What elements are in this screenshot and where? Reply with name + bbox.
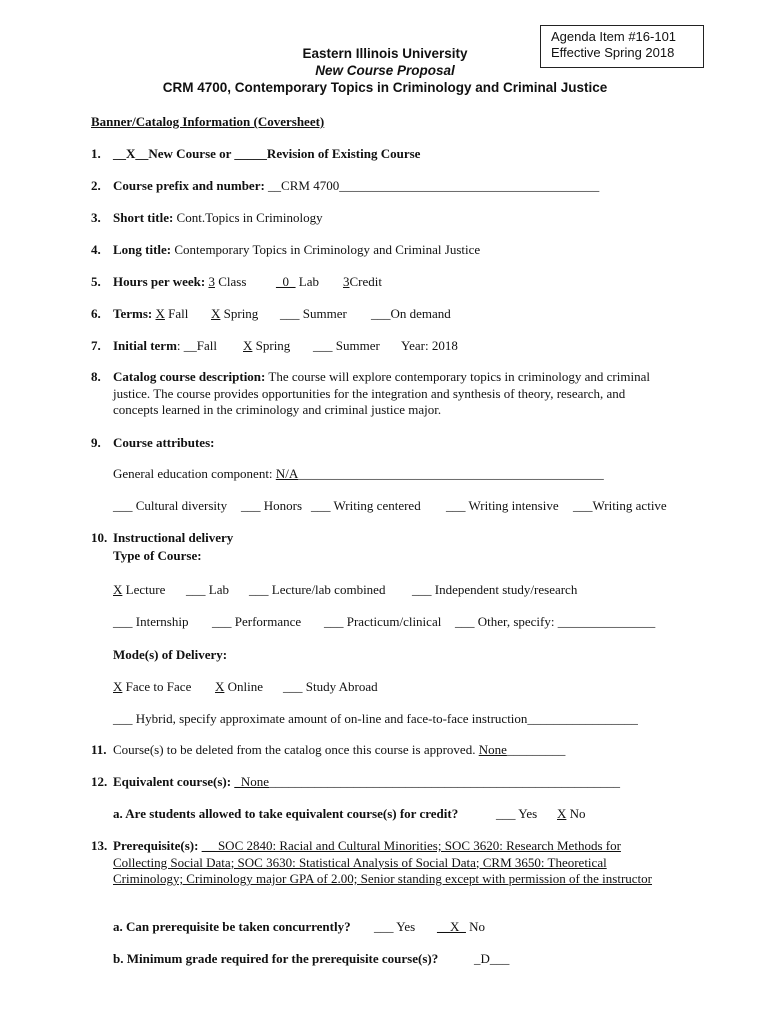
item-number: 10. <box>91 530 108 545</box>
catalog-description-label: Catalog course description: <box>113 369 266 384</box>
initial-fall: : __Fall <box>176 338 217 353</box>
item-number: 2. <box>91 178 101 193</box>
course-type: __X__New Course or _____Revision of Existing Course <box>113 146 421 161</box>
prerequisites-label: Prerequisite(s): <box>113 838 199 853</box>
attr-honors: ___ Honors <box>241 498 303 513</box>
university-name: Eastern Illinois University <box>302 46 468 61</box>
attr-cultural: ___ Cultural diversity <box>113 498 228 513</box>
catalog-description <box>113 369 673 419</box>
item-number: 4. <box>91 242 101 257</box>
initial-spring-label: Spring <box>255 338 291 353</box>
equivalent-no-mark: X <box>557 806 567 821</box>
gened-row <box>113 466 604 482</box>
fall-label: Fall <box>168 306 189 321</box>
concurrent-question: a. Can prerequisite be taken concurrently? <box>113 919 351 934</box>
spring-mark: X <box>211 306 221 321</box>
deleted-courses-blank: _________ <box>506 742 566 757</box>
concurrent-no <box>437 919 485 935</box>
initial-year: Year: 2018 <box>401 338 458 353</box>
attr-writing-active: ___Writing active <box>573 498 667 513</box>
type-lecture-lab: ___ Lecture/lab combined <box>249 582 386 597</box>
item-number: 9. <box>91 435 101 450</box>
lecture-label: Lecture <box>125 582 166 597</box>
lab-hours-row <box>276 274 319 290</box>
minimum-grade-value: _D___ <box>474 951 510 966</box>
course-prefix-row <box>113 178 599 194</box>
credit-hours: 3 <box>343 274 350 289</box>
class-label: Class <box>218 274 247 289</box>
mode-face-to-face <box>113 679 191 695</box>
lab-label: Lab <box>298 274 319 289</box>
lab-hours: _0_ <box>276 274 296 289</box>
proposal-label: New Course Proposal <box>315 63 455 78</box>
attr-writing-centered: ___ Writing centered <box>311 498 421 513</box>
course-prefix-label: Course prefix and number: <box>113 178 265 193</box>
mode-hybrid: ___ Hybrid, specify approximate amount of on-line and face-to-face instruction_________________ <box>113 711 638 726</box>
long-title-label: Long title: <box>113 242 172 257</box>
item-number: 12. <box>91 774 108 789</box>
gened-value: N/A <box>275 466 299 481</box>
class-hours: 3 <box>208 274 215 289</box>
online-label: Online <box>227 679 264 694</box>
item-number: 1. <box>91 146 101 161</box>
hours-row <box>113 274 246 290</box>
mode-of-delivery-label: Mode(s) of Delivery: <box>113 647 228 662</box>
lecture-mark: X <box>113 582 123 597</box>
type-of-course-label: Type of Course: <box>113 548 202 563</box>
short-title-value: Cont.Topics in Criminology <box>176 210 323 225</box>
initial-term-label: Initial term <box>113 338 177 353</box>
hours-label: Hours per week: <box>113 274 206 289</box>
catalog-description-text: The course will explore contemporary topics in criminology and criminal justice. The course provides opportunities for the integration and synthesis of theory, research, and concepts learned in the criminology and criminal justice major. <box>113 369 650 417</box>
deleted-courses-value: None <box>478 742 507 757</box>
initial-spring <box>243 338 290 354</box>
gened-label: General education component: <box>113 466 273 481</box>
spring-term <box>211 306 258 322</box>
gened-blank: _______________________________________________ <box>298 466 604 481</box>
item-number: 13. <box>91 838 108 853</box>
terms-label: Terms: <box>113 306 153 321</box>
equivalent-courses-row <box>113 774 620 790</box>
summer-term: ___ Summer <box>280 306 347 321</box>
fall-mark: X <box>155 306 165 321</box>
type-lecture <box>113 582 165 598</box>
credit-hours-row <box>343 274 382 290</box>
concurrent-no-label: No <box>469 919 486 934</box>
equivalent-courses-label: Equivalent course(s): <box>113 774 232 789</box>
terms-row <box>113 306 188 322</box>
long-title-row <box>113 242 480 258</box>
deleted-courses-text: Course(s) to be deleted from the catalog once this course is approved. <box>113 742 476 757</box>
instructional-delivery-label: Instructional delivery <box>113 530 234 545</box>
type-internship: ___ Internship <box>113 614 189 629</box>
item-number: 8. <box>91 369 101 384</box>
attr-writing-intensive: ___ Writing intensive <box>446 498 559 513</box>
section-title: Banner/Catalog Information (Coversheet) <box>91 114 325 129</box>
item-number: 7. <box>91 338 101 353</box>
prerequisites-value: __ SOC 2840: Racial and Cultural Minorities; SOC 3620: Research Methods for Collecting Social Data; SOC 3630: Statistical Analysis of Social Data; CRM 3650: Theoretical Criminology; Criminology major GPA of 2.00; Senior standing except with permission of the instructor <box>113 838 652 886</box>
mode-study-abroad: ___ Study Abroad <box>283 679 378 694</box>
minimum-grade-question: b. Minimum grade required for the prerequisite course(s)? <box>113 951 439 966</box>
type-practicum: ___ Practicum/clinical <box>324 614 442 629</box>
deleted-courses-row <box>113 742 565 758</box>
long-title-value: Contemporary Topics in Criminology and Criminal Justice <box>174 242 481 257</box>
concurrent-yes: ___ Yes <box>374 919 416 934</box>
item-number: 3. <box>91 210 101 225</box>
agenda-effective: Effective Spring 2018 <box>551 45 675 60</box>
agenda-item: Agenda Item #16-101 <box>551 29 677 44</box>
course-prefix-value: __CRM 4700________________________________________ <box>268 178 600 193</box>
equivalent-credit-no <box>557 806 586 822</box>
short-title-row <box>113 210 323 226</box>
item-number: 6. <box>91 306 101 321</box>
equivalent-credit-yes: ___ Yes <box>496 806 538 821</box>
equivalent-courses-value: _None <box>234 774 270 789</box>
equivalent-no-label: No <box>569 806 586 821</box>
short-title-label: Short title: <box>113 210 174 225</box>
equivalent-credit-question: a. Are students allowed to take equivalent course(s) for credit? <box>113 806 459 821</box>
item-number: 5. <box>91 274 101 289</box>
concurrent-no-mark: __X_ <box>437 919 466 934</box>
initial-term-row <box>113 338 217 354</box>
equivalent-courses-blank: ______________________________________________________ <box>269 774 621 789</box>
online-mark: X <box>215 679 225 694</box>
mode-online <box>215 679 263 695</box>
type-performance: ___ Performance <box>212 614 302 629</box>
credit-label: Credit <box>349 274 382 289</box>
type-lab: ___ Lab <box>186 582 229 597</box>
initial-spring-mark: X <box>243 338 253 353</box>
spring-label: Spring <box>223 306 259 321</box>
type-other: ___ Other, specify: _______________ <box>455 614 656 629</box>
type-independent: ___ Independent study/research <box>412 582 578 597</box>
f2f-mark: X <box>113 679 123 694</box>
prerequisites <box>113 838 668 888</box>
course-attributes-label: Course attributes: <box>113 435 215 450</box>
item-number: 11. <box>91 742 107 757</box>
on-demand-term: ___On demand <box>371 306 451 321</box>
page-title: CRM 4700, Contemporary Topics in Criminology and Criminal Justice <box>162 80 608 95</box>
f2f-label: Face to Face <box>125 679 192 694</box>
initial-summer: ___ Summer <box>313 338 380 353</box>
